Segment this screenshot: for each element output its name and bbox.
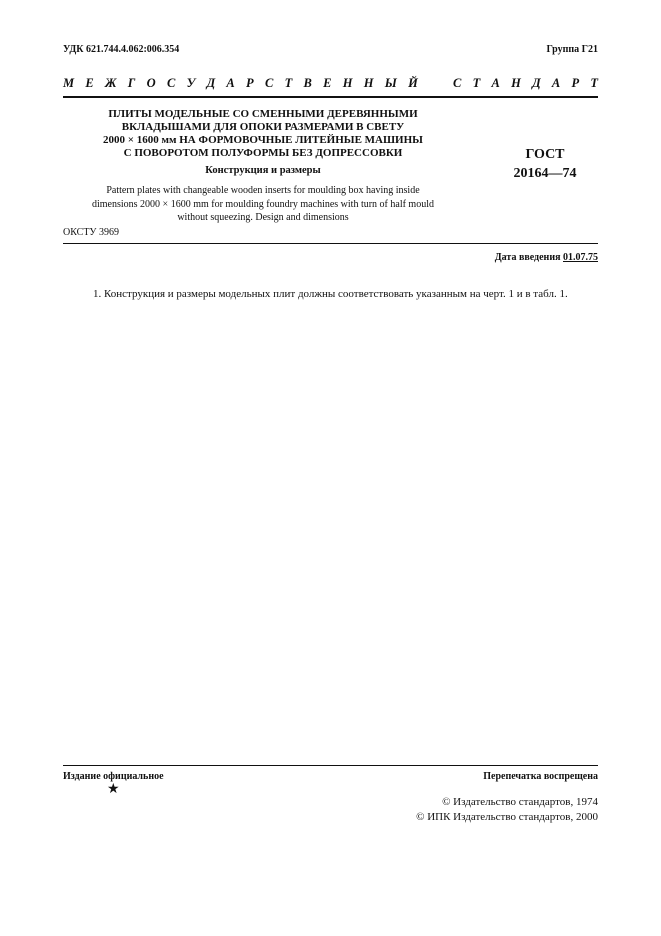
document-subtitle: Конструкция и размеры bbox=[205, 165, 321, 176]
gost-number: 20164—74 bbox=[513, 166, 577, 181]
english-title-line-1: Pattern plates with changeable wooden inserts for moulding box having inside bbox=[106, 185, 420, 196]
banner-letter: А bbox=[551, 76, 561, 90]
banner-word-interstate bbox=[63, 76, 418, 91]
banner-letter: В bbox=[303, 76, 312, 90]
banner-letter: Е bbox=[323, 76, 332, 90]
banner-letter: Д bbox=[532, 76, 541, 90]
english-title bbox=[63, 184, 463, 225]
reprint-prohibited-label: Перепечатка воспрещена bbox=[483, 771, 598, 782]
english-title-line-3: without squeezing. Design and dimensions bbox=[177, 212, 349, 223]
udk-code: УДК 621.744.4.062:006.354 bbox=[63, 44, 180, 55]
banner-letter: У bbox=[186, 76, 196, 90]
introduction-date-label: Дата введения bbox=[494, 252, 561, 263]
banner-letter: Е bbox=[85, 76, 94, 90]
banner-letter: Н bbox=[511, 76, 521, 90]
gost-designation bbox=[490, 145, 600, 183]
copyright-line-1: © Издательство стандартов, 1974 bbox=[442, 796, 598, 808]
banner-letter: С bbox=[264, 76, 274, 90]
banner-letter: А bbox=[491, 76, 500, 90]
banner-letter: Т bbox=[472, 76, 481, 90]
footer-rule bbox=[63, 765, 598, 766]
banner-letter: Н bbox=[363, 76, 374, 90]
banner-letter: М bbox=[63, 76, 75, 90]
title-line-1: ПЛИТЫ МОДЕЛЬНЫЕ СО СМЕННЫМИ ДЕРЕВЯННЫМИ bbox=[108, 108, 418, 120]
introduction-date-value: 01.07.75 bbox=[563, 252, 598, 263]
title-rule bbox=[63, 243, 598, 244]
star-icon: ★ bbox=[107, 782, 120, 797]
banner-letter: Т bbox=[590, 76, 598, 90]
gost-label: ГОСТ bbox=[525, 147, 565, 162]
okstu-code: ОКСТУ 3969 bbox=[63, 227, 120, 238]
banner-word-standard bbox=[453, 76, 598, 91]
banner-letter: О bbox=[146, 76, 156, 90]
copyright-block bbox=[416, 795, 598, 825]
banner-letter: Н bbox=[342, 76, 353, 90]
banner-letter: Й bbox=[408, 76, 418, 90]
paragraph-1: 1. Конструкция и размеры модельных плит должны соответствовать указанным на черт. 1 и в табл. 1. bbox=[93, 288, 568, 300]
banner-letter: С bbox=[453, 76, 462, 90]
standard-banner bbox=[63, 76, 598, 91]
english-title-line-2: dimensions 2000 × 1600 mm for moulding foundry machines with turn of half mould bbox=[92, 198, 434, 210]
banner-letter: Ы bbox=[384, 76, 397, 90]
title-line-3: 2000 × 1600 мм НА ФОРМОВОЧНЫЕ ЛИТЕЙНЫЕ МАШИНЫ bbox=[103, 134, 423, 146]
banner-letter: Т bbox=[284, 76, 293, 90]
title-line-2: ВКЛАДЫШАМИ ДЛЯ ОПОКИ РАЗМЕРАМИ В СВЕТУ bbox=[121, 121, 405, 133]
banner-letter: Г bbox=[127, 76, 136, 90]
title-line-4: С ПОВОРОТОМ ПОЛУФОРМЫ БЕЗ ДОПРЕССОВКИ bbox=[123, 147, 403, 159]
banner-letter: С bbox=[166, 76, 176, 90]
banner-letter: Д bbox=[206, 76, 216, 90]
introduction-date bbox=[495, 252, 598, 263]
banner-letter: Ж bbox=[105, 76, 117, 90]
header-rule bbox=[63, 96, 598, 98]
banner-letter: А bbox=[226, 76, 235, 90]
copyright-line-2: © ИПК Издательство стандартов, 2000 bbox=[416, 811, 598, 823]
banner-letter: Р bbox=[246, 76, 254, 90]
banner-letter: Р bbox=[571, 76, 580, 90]
document-title bbox=[63, 108, 463, 160]
group-code: Группа Г21 bbox=[546, 44, 598, 55]
official-edition-label: Издание официальное bbox=[63, 771, 164, 782]
